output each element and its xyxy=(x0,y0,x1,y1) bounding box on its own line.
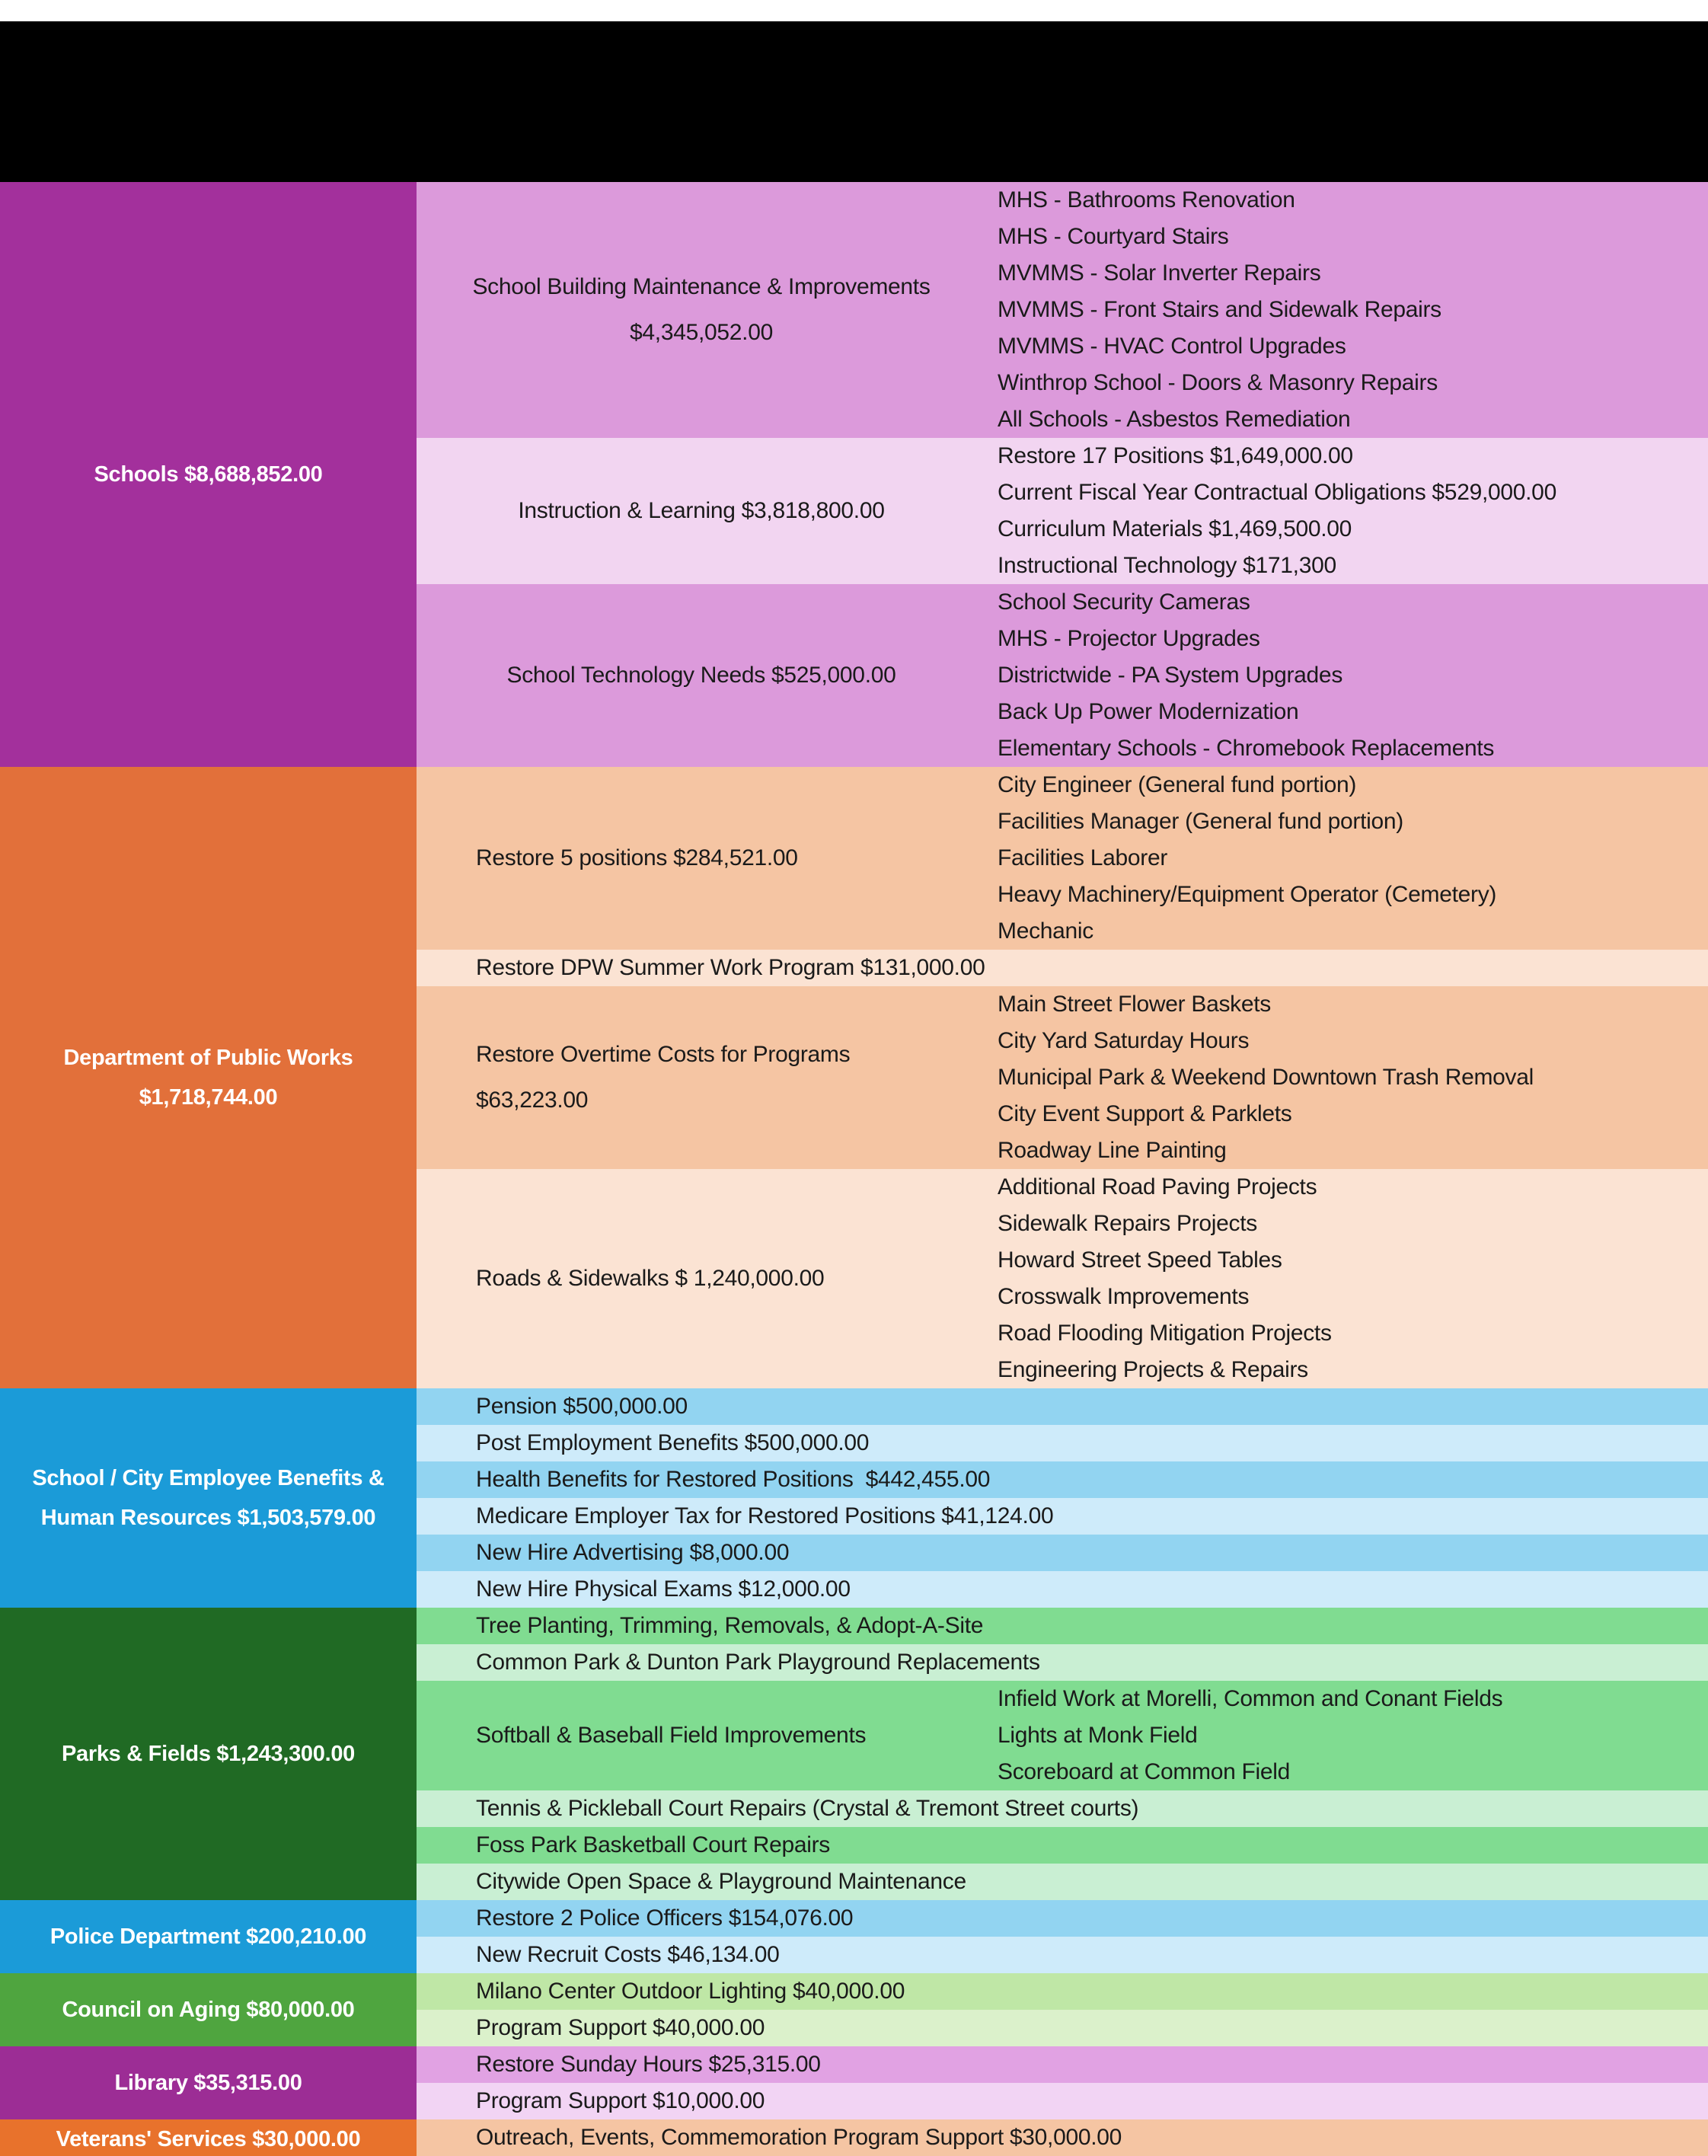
category-label-line: Library $35,315.00 xyxy=(114,2071,302,2095)
budget-row-label: New Recruit Costs $46,134.00 xyxy=(476,1942,780,1967)
category-label-line: Police Department $200,210.00 xyxy=(49,1924,367,1949)
subcategory-label xyxy=(417,182,986,438)
line-item-list xyxy=(986,986,1708,1169)
budget-row-label: Milano Center Outdoor Lighting $40,000.00 xyxy=(476,1979,905,2004)
budget-row-group xyxy=(417,1498,1708,1535)
category-label-police xyxy=(0,1900,417,1973)
budget-row-group xyxy=(417,2010,1708,2046)
budget-row-group xyxy=(417,584,1708,767)
line-item: MVMMS - Front Stairs and Sidewalk Repairs xyxy=(998,297,1441,322)
category-label-benefits-hr xyxy=(0,1388,417,1608)
budget-row-group xyxy=(417,1535,1708,1571)
line-item: Infield Work at Morelli, Common and Conant Fields xyxy=(998,1686,1503,1711)
subcategory-label-line: $63,223.00 xyxy=(476,1088,589,1113)
budget-row-label: Health Benefits for Restored Positions $442,455.00 xyxy=(476,1467,991,1492)
category-label-line: Department of Public Works xyxy=(63,1046,353,1070)
line-item: Facilities Laborer xyxy=(998,845,1168,870)
section-rows xyxy=(417,2046,1708,2119)
section-rows xyxy=(417,2119,1708,2156)
category-label-line: School / City Employee Benefits & xyxy=(32,1466,385,1490)
category-label-public-works xyxy=(0,767,417,1388)
line-item: Back Up Power Modernization xyxy=(998,699,1299,724)
budget-row-group xyxy=(417,1973,1708,2010)
line-item: MHS - Projector Upgrades xyxy=(998,626,1260,651)
budget-row-group xyxy=(417,1608,1708,1644)
line-item: Scoreboard at Common Field xyxy=(998,1759,1291,1784)
subcategory-label xyxy=(417,438,986,584)
budget-row-label: Foss Park Basketball Court Repairs xyxy=(476,1832,830,1857)
subcategory-label xyxy=(417,986,986,1169)
budget-row-group xyxy=(417,1571,1708,1608)
line-item: All Schools - Asbestos Remediation xyxy=(998,407,1351,432)
section-rows xyxy=(417,1608,1708,1900)
line-item: Engineering Projects & Repairs xyxy=(998,1357,1308,1382)
line-item-list xyxy=(986,438,1708,584)
subcategory-label xyxy=(417,1169,986,1388)
budget-row-label: Restore DPW Summer Work Program $131,000.00 xyxy=(476,955,985,980)
line-item-list xyxy=(986,767,1708,950)
budget-row-group xyxy=(417,438,1708,584)
line-item: Howard Street Speed Tables xyxy=(998,1247,1282,1273)
line-item: Facilities Manager (General fund portion) xyxy=(998,809,1403,834)
section-public-works xyxy=(0,767,1708,1388)
subcategory-label-line: School Technology Needs $525,000.00 xyxy=(506,663,896,688)
category-label-line: Human Resources $1,503,579.00 xyxy=(40,1506,376,1530)
section-rows xyxy=(417,1388,1708,1608)
budget-row-label: Citywide Open Space & Playground Maintenance xyxy=(476,1869,966,1894)
line-item: Heavy Machinery/Equipment Operator (Cemetery) xyxy=(998,882,1497,907)
category-label-schools xyxy=(0,182,417,767)
budget-row-group xyxy=(417,1169,1708,1388)
subcategory-label xyxy=(417,584,986,767)
line-item: Mechanic xyxy=(998,918,1093,944)
line-item: MVMMS - Solar Inverter Repairs xyxy=(998,260,1321,286)
budget-row-group xyxy=(417,1827,1708,1864)
line-item: Curriculum Materials $1,469,500.00 xyxy=(998,516,1352,541)
subcategory-label-line: School Building Maintenance & Improvements xyxy=(472,274,931,299)
top-white-margin xyxy=(0,0,1708,21)
subcategory-label-line: Roads & Sidewalks $ 1,240,000.00 xyxy=(476,1266,825,1291)
section-benefits-hr xyxy=(0,1388,1708,1608)
budget-row-group xyxy=(417,1388,1708,1425)
line-item: Crosswalk Improvements xyxy=(998,1284,1250,1309)
section-rows xyxy=(417,1900,1708,1973)
line-item: Main Street Flower Baskets xyxy=(998,992,1271,1017)
budget-row-group xyxy=(417,1937,1708,1973)
subcategory-label-line: Softball & Baseball Field Improvements xyxy=(476,1723,867,1748)
budget-row-label: New Hire Physical Exams $12,000.00 xyxy=(476,1576,851,1602)
line-item-list xyxy=(986,1681,1708,1790)
budget-row-group xyxy=(417,1790,1708,1827)
section-schools xyxy=(0,182,1708,767)
budget-row-label: Restore Sunday Hours $25,315.00 xyxy=(476,2052,821,2077)
budget-row-label: Medicare Employer Tax for Restored Positions $41,124.00 xyxy=(476,1503,1054,1528)
section-rows xyxy=(417,767,1708,1388)
line-item: Districtwide - PA System Upgrades xyxy=(998,663,1343,688)
budget-row-group xyxy=(417,1425,1708,1461)
section-rows xyxy=(417,1973,1708,2046)
category-label-line: $1,718,744.00 xyxy=(139,1085,278,1110)
category-label-parks-fields xyxy=(0,1608,417,1900)
line-item: School Security Cameras xyxy=(998,589,1250,615)
line-item: MHS - Bathrooms Renovation xyxy=(998,187,1295,212)
subcategory-label xyxy=(417,767,986,950)
budget-row-group xyxy=(417,1461,1708,1498)
budget-row-label: Pension $500,000.00 xyxy=(476,1394,688,1419)
category-label-line: Parks & Fields $1,243,300.00 xyxy=(62,1742,355,1766)
section-library xyxy=(0,2046,1708,2119)
line-item-list xyxy=(986,584,1708,767)
category-label-council-on-aging xyxy=(0,1973,417,2046)
budget-row-label: New Hire Advertising $8,000.00 xyxy=(476,1540,790,1565)
subcategory-label-line: Restore Overtime Costs for Programs xyxy=(476,1042,851,1067)
section-parks-fields xyxy=(0,1608,1708,1900)
line-item: Road Flooding Mitigation Projects xyxy=(998,1321,1332,1346)
budget-row-group xyxy=(417,767,1708,950)
line-item: City Yard Saturday Hours xyxy=(998,1028,1250,1053)
budget-row-group xyxy=(417,182,1708,438)
budget-row-group xyxy=(417,1681,1708,1790)
redacted-title-banner xyxy=(0,21,1708,182)
budget-row-group xyxy=(417,1864,1708,1900)
category-label-line: Veterans' Services $30,000.00 xyxy=(56,2127,361,2151)
line-item: MHS - Courtyard Stairs xyxy=(998,224,1229,249)
subcategory-label-line: $4,345,052.00 xyxy=(630,320,773,345)
category-label-line: Schools $8,688,852.00 xyxy=(94,462,323,487)
section-veterans-services xyxy=(0,2119,1708,2156)
budget-row-label: Common Park & Dunton Park Playground Replacements xyxy=(476,1650,1040,1675)
category-label-line: Council on Aging $80,000.00 xyxy=(62,1998,355,2022)
budget-row-label: Program Support $10,000.00 xyxy=(476,2088,765,2113)
category-label-veterans-services xyxy=(0,2119,417,2156)
subcategory-label xyxy=(417,1681,986,1790)
line-item: Elementary Schools - Chromebook Replacements xyxy=(998,736,1495,761)
budget-row-label: Outreach, Events, Commemoration Program Support $30,000.00 xyxy=(476,2125,1122,2150)
budget-row-group xyxy=(417,950,1708,986)
budget-row-label: Tree Planting, Trimming, Removals, & Adopt-A-Site xyxy=(476,1613,984,1638)
section-rows xyxy=(417,182,1708,767)
line-item: Additional Road Paving Projects xyxy=(998,1174,1317,1199)
budget-row-group xyxy=(417,2046,1708,2083)
budget-row-label: Post Employment Benefits $500,000.00 xyxy=(476,1430,870,1455)
subcategory-label-line: Restore 5 positions $284,521.00 xyxy=(476,845,798,870)
budget-row-group xyxy=(417,1644,1708,1681)
section-police xyxy=(0,1900,1708,1973)
budget-row-group xyxy=(417,2083,1708,2119)
category-label-library xyxy=(0,2046,417,2119)
budget-row-group xyxy=(417,1900,1708,1937)
line-item: Lights at Monk Field xyxy=(998,1723,1198,1748)
budget-row-label: Program Support $40,000.00 xyxy=(476,2015,765,2040)
line-item: Roadway Line Painting xyxy=(998,1138,1227,1163)
line-item: Winthrop School - Doors & Masonry Repairs xyxy=(998,370,1438,395)
line-item: City Event Support & Parklets xyxy=(998,1101,1292,1126)
budget-row-label: Restore 2 Police Officers $154,076.00 xyxy=(476,1905,854,1931)
line-item: Sidewalk Repairs Projects xyxy=(998,1211,1257,1236)
line-item: MVMMS - HVAC Control Upgrades xyxy=(998,334,1346,359)
line-item-list xyxy=(986,1169,1708,1388)
line-item: Restore 17 Positions $1,649,000.00 xyxy=(998,443,1353,468)
section-council-on-aging xyxy=(0,1973,1708,2046)
subcategory-label-line: Instruction & Learning $3,818,800.00 xyxy=(518,498,885,523)
budget-table xyxy=(0,182,1708,2156)
line-item-list xyxy=(986,182,1708,438)
line-item: City Engineer (General fund portion) xyxy=(998,772,1357,797)
line-item: Instructional Technology $171,300 xyxy=(998,553,1336,578)
budget-row-label: Tennis & Pickleball Court Repairs (Crystal & Tremont Street courts) xyxy=(476,1796,1139,1821)
budget-row-group xyxy=(417,2119,1708,2156)
line-item: Current Fiscal Year Contractual Obligations $529,000.00 xyxy=(998,480,1556,505)
line-item: Municipal Park & Weekend Downtown Trash Removal xyxy=(998,1065,1534,1090)
budget-row-group xyxy=(417,986,1708,1169)
